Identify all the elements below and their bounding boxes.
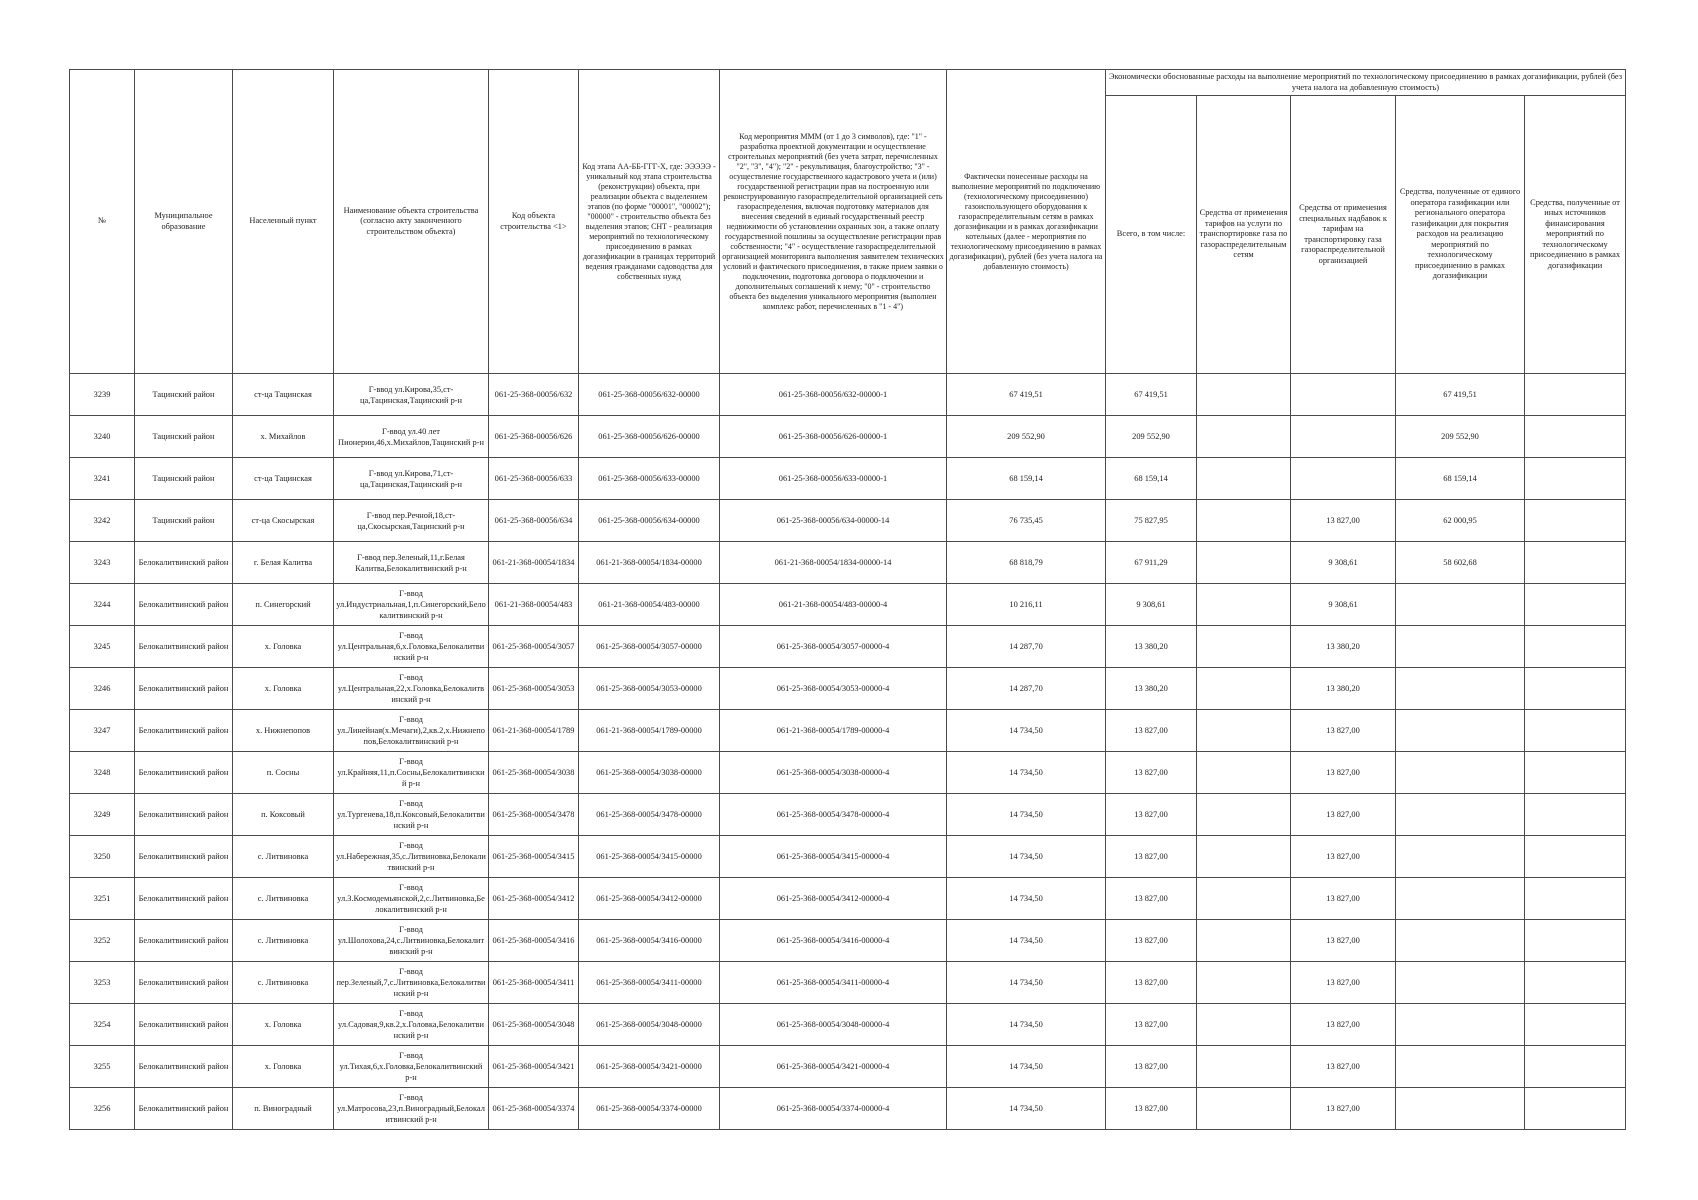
cell-surcharge: 13 827,00 [1291,710,1396,752]
table-row [70,920,1626,962]
cell-operator [1396,752,1525,794]
table-row [70,416,1626,458]
cell-object-name: Г-ввод ул.Набережная,35,с.Литвиновка,Белокалитвинский р-н [334,836,489,878]
cell-tariff [1197,416,1291,458]
table-row [70,500,1626,542]
cell-municipality: Белокалитвинский район [135,962,233,1004]
cell-object-name: Г-ввод ул.З.Космодемьянской,2,с.Литвиновка,Белокалитвинский р-н [334,878,489,920]
cell-surcharge [1291,416,1396,458]
cell-event-code: 061-25-368-00056/633-00000-1 [720,458,947,500]
cell-actual-costs: 209 552,90 [947,416,1106,458]
cell-municipality: Белокалитвинский район [135,626,233,668]
cell-event-code: 061-21-368-00054/1834-00000-14 [720,542,947,584]
cell-tariff [1197,458,1291,500]
cell-surcharge [1291,458,1396,500]
cell-operator [1396,1088,1525,1130]
cell-num: 3255 [70,1046,135,1088]
cell-operator [1396,920,1525,962]
cell-municipality: Белокалитвинский район [135,752,233,794]
cell-event-code: 061-25-368-00054/3053-00000-4 [720,668,947,710]
cell-settlement: с. Литвиновка [233,836,334,878]
cell-actual-costs: 67 419,51 [947,374,1106,416]
cell-other [1525,836,1626,878]
cell-total: 75 827,95 [1106,500,1197,542]
cell-operator [1396,626,1525,668]
cell-settlement: ст-ца Тацинская [233,374,334,416]
cell-object-name: Г-ввод ул.Кирова,71,ст-ца,Тацинская,Тацинский р-н [334,458,489,500]
cell-surcharge: 13 827,00 [1291,794,1396,836]
cell-event-code: 061-25-368-00054/3057-00000-4 [720,626,947,668]
cell-object-code: 061-25-368-00056/632 [489,374,579,416]
cell-other [1525,1004,1626,1046]
col-header-object-name: Наименование объекта строительства (согласно акту законченного строительством объекта) [334,70,489,374]
cell-event-code: 061-25-368-00054/3038-00000-4 [720,752,947,794]
cell-object-name: Г-ввод ул.Матросова,23,п.Виноградный,Белокалитвинский р-н [334,1088,489,1130]
cell-object-code: 061-21-368-00054/1834 [489,542,579,584]
cell-settlement: п. Коксовый [233,794,334,836]
cell-num: 3256 [70,1088,135,1130]
cell-settlement: п. Виноградный [233,1088,334,1130]
cell-object-name: Г-ввод ул.Кирова,35,ст-ца,Тацинская,Тацинский р-н [334,374,489,416]
cell-tariff [1197,836,1291,878]
cell-event-code: 061-25-368-00054/3412-00000-4 [720,878,947,920]
table-row [70,962,1626,1004]
cell-tariff [1197,962,1291,1004]
cell-event-code: 061-25-368-00056/626-00000-1 [720,416,947,458]
cell-settlement: ст-ца Тацинская [233,458,334,500]
cell-settlement: с. Литвиновка [233,962,334,1004]
table-row [70,668,1626,710]
col-header-stage-code: Код этапа АА-ББ-ГГГ-Х, где: ЭЭЭЭЭ - уникальный код этапа строительства (реконструкции) объекта, при реализации объекта с выделением этапов (по форме "00001", "00002"); "00000" - строительство объекта без выделения этапов; СНТ - реализация мероприятий по технологическому присоединению в рамках догазификации в границах территорий ведения гражданами садоводства для собственных нужд [579,70,720,374]
cell-surcharge: 13 827,00 [1291,1004,1396,1046]
cell-tariff [1197,1004,1291,1046]
cell-municipality: Тацинский район [135,374,233,416]
cell-operator [1396,794,1525,836]
cell-surcharge: 13 827,00 [1291,920,1396,962]
cell-surcharge: 13 827,00 [1291,836,1396,878]
cell-stage-code: 061-25-368-00054/3038-00000 [579,752,720,794]
cell-num: 3248 [70,752,135,794]
cell-stage-code: 061-25-368-00056/632-00000 [579,374,720,416]
cell-object-name: Г-ввод пер.Речной,18,ст-ца,Скосырская,Тацинский р-н [334,500,489,542]
cell-num: 3247 [70,710,135,752]
cell-object-name: Г-ввод ул.40 лет Пионерии,46,х.Михайлов,Тацинский р-н [334,416,489,458]
cell-num: 3239 [70,374,135,416]
cell-actual-costs: 14 734,50 [947,1088,1106,1130]
cell-operator [1396,962,1525,1004]
cell-municipality: Белокалитвинский район [135,1088,233,1130]
cell-total: 67 911,29 [1106,542,1197,584]
cell-surcharge: 13 827,00 [1291,1046,1396,1088]
cell-other [1525,416,1626,458]
cell-num: 3249 [70,794,135,836]
cell-stage-code: 061-25-368-00054/3411-00000 [579,962,720,1004]
cell-settlement: х. Михайлов [233,416,334,458]
cell-object-name: Г-ввод пер.Зеленый,7,с.Литвиновка,Белокалитвинский р-н [334,962,489,1004]
cell-surcharge: 13 827,00 [1291,878,1396,920]
cell-settlement: п. Сосны [233,752,334,794]
cell-event-code: 061-25-368-00054/3374-00000-4 [720,1088,947,1130]
cell-event-code: 061-25-368-00056/632-00000-1 [720,374,947,416]
cell-total: 13 827,00 [1106,1004,1197,1046]
col-header-municipality: Муниципальное образование [135,70,233,374]
table-row [70,836,1626,878]
cell-operator: 58 602,68 [1396,542,1525,584]
cell-other [1525,458,1626,500]
cell-object-code: 061-21-368-00054/1789 [489,710,579,752]
cell-object-code: 061-25-368-00054/3374 [489,1088,579,1130]
cell-object-code: 061-25-368-00056/634 [489,500,579,542]
cell-stage-code: 061-25-368-00054/3415-00000 [579,836,720,878]
cell-tariff [1197,710,1291,752]
cell-actual-costs: 14 734,50 [947,878,1106,920]
cell-other [1525,710,1626,752]
cell-actual-costs: 14 734,50 [947,794,1106,836]
cell-stage-code: 061-21-368-00054/483-00000 [579,584,720,626]
cell-stage-code: 061-25-368-00056/633-00000 [579,458,720,500]
cell-settlement: х. Головка [233,668,334,710]
cell-actual-costs: 14 734,50 [947,836,1106,878]
cell-actual-costs: 10 216,11 [947,584,1106,626]
table-row [70,458,1626,500]
cell-surcharge: 13 380,20 [1291,626,1396,668]
cell-municipality: Белокалитвинский район [135,878,233,920]
cell-actual-costs: 14 287,70 [947,668,1106,710]
cell-num: 3253 [70,962,135,1004]
table-row [70,752,1626,794]
cell-stage-code: 061-25-368-00054/3412-00000 [579,878,720,920]
cell-surcharge: 13 380,20 [1291,668,1396,710]
cell-event-code: 061-25-368-00054/3048-00000-4 [720,1004,947,1046]
cell-num: 3242 [70,500,135,542]
cell-other [1525,626,1626,668]
cell-other [1525,794,1626,836]
cell-event-code: 061-21-368-00054/483-00000-4 [720,584,947,626]
cell-surcharge: 13 827,00 [1291,962,1396,1004]
cell-object-code: 061-25-368-00054/3057 [489,626,579,668]
cell-operator: 68 159,14 [1396,458,1525,500]
cell-municipality: Тацинский район [135,500,233,542]
cell-other [1525,1046,1626,1088]
cell-surcharge [1291,374,1396,416]
cell-tariff [1197,626,1291,668]
cell-tariff [1197,542,1291,584]
col-header-event-code: Код мероприятия МММ (от 1 до 3 символов), где: "1" - разработка проектной документации и осуществление строительных мероприятий (без учета затрат, перечисленных "2", "3", "4"); "2" - рекультивация, благоустройство; "3" - осуществление государственного кадастрового учета и (или) государственной регистрации прав на построенную или реконструированную газораспределительной организацией сеть газораспределения, включая подготовку материалов для внесения сведений в единый государственный реестр недвижимости об установлении охранных зон, а также оплату государственной пошлины за осуществление регистрации прав собственности; "4" - осуществление газораспределительной организацией мониторинга выполнения заявителем технических условий и фактического присоединения, в также прием заявки о подключении, подготовка договора о подключении и дополнительных соглашений к нему; "0" - строительство объекта без выделения уникального мероприятия (выполнен комплекс работ, перечисленных в "1 - 4") [720,70,947,374]
cell-other [1525,542,1626,584]
cell-municipality: Тацинский район [135,458,233,500]
table-header [70,70,1626,374]
cell-settlement: с. Литвиновка [233,920,334,962]
cell-other [1525,374,1626,416]
cell-actual-costs: 68 818,79 [947,542,1106,584]
cell-actual-costs: 68 159,14 [947,458,1106,500]
cell-total: 13 827,00 [1106,1088,1197,1130]
col-header-surcharge: Средства от применения специальных надбавок к тарифам на транспортировку газа газораспределительной организацией [1291,96,1396,374]
cell-event-code: 061-25-368-00054/3415-00000-4 [720,836,947,878]
table-row [70,710,1626,752]
cell-total: 9 308,61 [1106,584,1197,626]
cell-stage-code: 061-25-368-00056/626-00000 [579,416,720,458]
cell-object-name: Г-ввод ул.Садовая,9,кв.2,х.Головка,Белокалитвинский р-н [334,1004,489,1046]
cell-tariff [1197,1046,1291,1088]
cell-other [1525,668,1626,710]
cell-actual-costs: 14 734,50 [947,920,1106,962]
table-row [70,374,1626,416]
cell-municipality: Тацинский район [135,416,233,458]
cell-object-name: Г-ввод ул.Линейная(х.Мечаги),2,кв.2,х.Нижнепопов,Белокалитвинский р-н [334,710,489,752]
cell-tariff [1197,584,1291,626]
cell-total: 13 380,20 [1106,626,1197,668]
table-row [70,794,1626,836]
cell-other [1525,500,1626,542]
cell-tariff [1197,668,1291,710]
col-header-actual-costs: Фактически понесенные расходы на выполнение мероприятий по подключению (технологическому присоединению) газоиспользующего оборудования к газораспределительным сетям в рамках догазификации и в рамках догазификации котельных (далее - мероприятия по технологическому присоединению в рамках догазификации), рублей (без учета налога на добавленную стоимость) [947,70,1106,374]
cell-settlement: х. Головка [233,1046,334,1088]
cell-municipality: Белокалитвинский район [135,1004,233,1046]
cell-actual-costs: 14 734,50 [947,1004,1106,1046]
cell-operator: 209 552,90 [1396,416,1525,458]
table-body [70,374,1626,1130]
cell-surcharge: 9 308,61 [1291,542,1396,584]
cell-object-name: Г-ввод пер.Зеленый,11,г.Белая Калитва,Белокалитвинский р-н [334,542,489,584]
cell-other [1525,584,1626,626]
cell-other [1525,752,1626,794]
cell-settlement: ст-ца Скосырская [233,500,334,542]
cell-object-name: Г-ввод ул.Центральная,22,х.Головка,Белокалитвинский р-н [334,668,489,710]
cell-total: 209 552,90 [1106,416,1197,458]
cell-object-name: Г-ввод ул.Индустриальная,1,п.Синегорский,Белокалитвинский р-н [334,584,489,626]
cell-tariff [1197,878,1291,920]
cell-event-code: 061-21-368-00054/1789-00000-4 [720,710,947,752]
cell-operator [1396,836,1525,878]
cell-num: 3251 [70,878,135,920]
cell-object-name: Г-ввод ул.Тихая,6,х.Головка,Белокалитвинский р-н [334,1046,489,1088]
cell-total: 13 827,00 [1106,752,1197,794]
cell-operator [1396,584,1525,626]
cell-object-name: Г-ввод ул.Центральная,6,х.Головка,Белокалитвинский р-н [334,626,489,668]
col-header-object-code: Код объекта строительства <1> [489,70,579,374]
cell-other [1525,962,1626,1004]
cell-actual-costs: 14 287,70 [947,626,1106,668]
cell-total: 13 380,20 [1106,668,1197,710]
cell-surcharge: 13 827,00 [1291,1088,1396,1130]
table-row [70,878,1626,920]
cell-settlement: п. Синегорский [233,584,334,626]
cell-tariff [1197,752,1291,794]
cell-total: 67 419,51 [1106,374,1197,416]
cell-total: 13 827,00 [1106,794,1197,836]
table-row [70,626,1626,668]
cell-object-name: Г-ввод ул.Тургенева,18,п.Коксовый,Белокалитвинский р-н [334,794,489,836]
cell-total: 13 827,00 [1106,962,1197,1004]
cell-object-code: 061-21-368-00054/483 [489,584,579,626]
cell-num: 3240 [70,416,135,458]
col-header-econ-group: Экономически обоснованные расходы на выполнение мероприятий по технологическому присоединению в рамках догазификации, рублей (без учета налога на добавленную стоимость) [1106,70,1626,96]
cell-stage-code: 061-25-368-00054/3416-00000 [579,920,720,962]
cell-municipality: Белокалитвинский район [135,710,233,752]
cell-num: 3246 [70,668,135,710]
cell-object-code: 061-25-368-00054/3415 [489,836,579,878]
cell-stage-code: 061-25-368-00054/3053-00000 [579,668,720,710]
cell-stage-code: 061-25-368-00054/3421-00000 [579,1046,720,1088]
cell-tariff [1197,920,1291,962]
cell-object-code: 061-25-368-00054/3038 [489,752,579,794]
cell-object-code: 061-25-368-00054/3412 [489,878,579,920]
cell-municipality: Белокалитвинский район [135,542,233,584]
cell-stage-code: 061-25-368-00054/3048-00000 [579,1004,720,1046]
cell-operator: 67 419,51 [1396,374,1525,416]
cell-num: 3241 [70,458,135,500]
table-row [70,1004,1626,1046]
cell-event-code: 061-25-368-00056/634-00000-14 [720,500,947,542]
cell-municipality: Белокалитвинский район [135,668,233,710]
cell-actual-costs: 14 734,50 [947,962,1106,1004]
cell-other [1525,920,1626,962]
cell-event-code: 061-25-368-00054/3416-00000-4 [720,920,947,962]
cell-operator [1396,668,1525,710]
col-header-operator: Средства, полученные от единого оператора газификации или регионального оператора газификации для покрытия расходов на реализацию мероприятий по технологическому присоединению в рамках догазификации [1396,96,1525,374]
cell-settlement: х. Головка [233,626,334,668]
cell-object-name: Г-ввод ул.Крайняя,11,п.Сосны,Белокалитвинский р-н [334,752,489,794]
cell-operator [1396,710,1525,752]
cell-tariff [1197,374,1291,416]
cell-operator [1396,1004,1525,1046]
cell-operator [1396,1046,1525,1088]
col-header-settlement: Населенный пункт [233,70,334,374]
cell-stage-code: 061-21-368-00054/1789-00000 [579,710,720,752]
cell-stage-code: 061-25-368-00054/3478-00000 [579,794,720,836]
cell-total: 13 827,00 [1106,836,1197,878]
cell-actual-costs: 14 734,50 [947,1046,1106,1088]
cell-object-code: 061-25-368-00056/626 [489,416,579,458]
col-header-tariff: Средства от применения тарифов на услуги по транспортировке газа по газораспределительным сетям [1197,96,1291,374]
cell-surcharge: 13 827,00 [1291,500,1396,542]
cell-total: 13 827,00 [1106,1046,1197,1088]
cell-surcharge: 13 827,00 [1291,752,1396,794]
cell-object-code: 061-25-368-00056/633 [489,458,579,500]
cell-object-code: 061-25-368-00054/3421 [489,1046,579,1088]
table-row [70,542,1626,584]
cell-object-code: 061-25-368-00054/3478 [489,794,579,836]
cell-num: 3250 [70,836,135,878]
cell-settlement: с. Литвиновка [233,878,334,920]
cell-stage-code: 061-25-368-00056/634-00000 [579,500,720,542]
cell-object-code: 061-25-368-00054/3053 [489,668,579,710]
cell-num: 3252 [70,920,135,962]
cell-num: 3254 [70,1004,135,1046]
cell-actual-costs: 14 734,50 [947,752,1106,794]
cell-total: 68 159,14 [1106,458,1197,500]
cell-settlement: х. Нижнепопов [233,710,334,752]
cell-actual-costs: 14 734,50 [947,710,1106,752]
cell-municipality: Белокалитвинский район [135,584,233,626]
col-header-num: № [70,70,135,374]
cell-settlement: г. Белая Калитва [233,542,334,584]
cell-operator: 62 000,95 [1396,500,1525,542]
cell-other [1525,1088,1626,1130]
cell-num: 3243 [70,542,135,584]
cell-surcharge: 9 308,61 [1291,584,1396,626]
cell-operator [1396,878,1525,920]
cell-event-code: 061-25-368-00054/3421-00000-4 [720,1046,947,1088]
cell-settlement: х. Головка [233,1004,334,1046]
cell-object-code: 061-25-368-00054/3048 [489,1004,579,1046]
cell-actual-costs: 76 735,45 [947,500,1106,542]
cell-event-code: 061-25-368-00054/3478-00000-4 [720,794,947,836]
cell-stage-code: 061-25-368-00054/3374-00000 [579,1088,720,1130]
cell-stage-code: 061-25-368-00054/3057-00000 [579,626,720,668]
cell-tariff [1197,1088,1291,1130]
table-row [70,1046,1626,1088]
table-row [70,1088,1626,1130]
cell-municipality: Белокалитвинский район [135,920,233,962]
cell-total: 13 827,00 [1106,920,1197,962]
cell-object-name: Г-ввод ул.Шолохова,24,с.Литвиновка,Белокалитвинский р-н [334,920,489,962]
col-header-total: Всего, в том числе: [1106,96,1197,374]
cell-total: 13 827,00 [1106,710,1197,752]
cell-event-code: 061-25-368-00054/3411-00000-4 [720,962,947,1004]
cell-total: 13 827,00 [1106,878,1197,920]
cell-stage-code: 061-21-368-00054/1834-00000 [579,542,720,584]
cell-municipality: Белокалитвинский район [135,794,233,836]
cell-municipality: Белокалитвинский район [135,836,233,878]
table-row [70,584,1626,626]
cell-municipality: Белокалитвинский район [135,1046,233,1088]
cell-num: 3245 [70,626,135,668]
cell-tariff [1197,794,1291,836]
cell-tariff [1197,500,1291,542]
col-header-other: Средства, полученные от иных источников финансирования мероприятий по технологическому присоединению в рамках догазификации [1525,96,1626,374]
report-table [69,69,1626,1130]
cell-num: 3244 [70,584,135,626]
cell-other [1525,878,1626,920]
cell-object-code: 061-25-368-00054/3411 [489,962,579,1004]
cell-object-code: 061-25-368-00054/3416 [489,920,579,962]
